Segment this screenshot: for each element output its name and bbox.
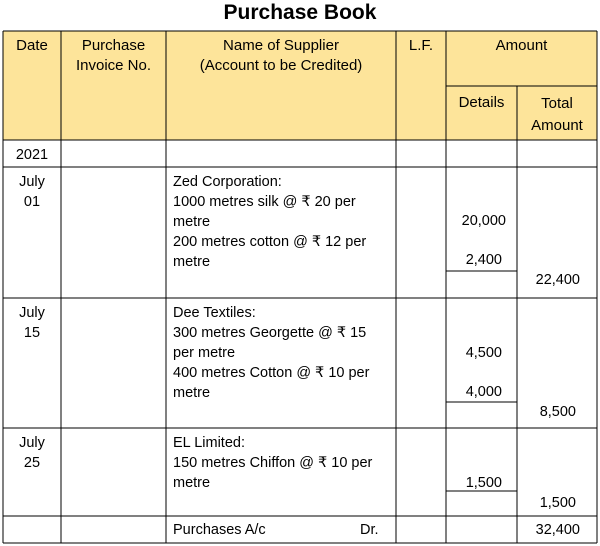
header-supplier: Name of Supplier (Account to be Credited) [199,37,363,74]
entry3-detail1: 1,500 [465,475,502,491]
entry2-detail1: 4,500 [465,345,502,361]
entry1-date: July 01 [19,174,45,210]
entry3-supplier: EL Limited: [173,435,245,451]
page-title: Purchase Book [223,1,377,24]
entry2-total: 8,500 [539,404,576,420]
entry1-detail1: 20,000 [461,213,506,229]
entry1-line2: 200 metres cotton @ ₹ 12 per metre [173,234,367,270]
purchases-account-label: Purchases A/c [173,522,266,538]
entry2-line2: 400 metres Cotton @ ₹ 10 per metre [173,365,370,401]
entry3-total: 1,500 [539,495,576,511]
entry2-detail2: 4,000 [465,384,502,400]
entry1-supplier: Zed Corporation: [173,174,282,190]
entry1-total: 22,400 [535,272,580,288]
header-total-amount: Total Amount [531,95,583,134]
entry2-supplier: Dee Textiles: [173,305,256,321]
header-details: Details [458,94,505,111]
entry1-line1: 1000 metres silk @ ₹ 20 per metre [173,194,356,230]
grand-total: 32,400 [535,522,580,538]
entry1-detail2: 2,400 [465,252,502,268]
entry3-line1: 150 metres Chiffon @ ₹ 10 per metre [173,455,373,491]
debit-label: Dr. [360,522,379,538]
entry3-date: July 25 [19,435,45,471]
entry2-line1: 300 metres Georgette @ ₹ 15 per metre [173,325,367,361]
header-lf: L.F. [408,37,434,54]
entry2-date: July 15 [19,305,45,341]
year-label: 2021 [15,147,49,163]
header-amount: Amount [495,37,548,54]
header-date: Date [16,37,48,54]
header-invoice: Purchase Invoice No. [75,37,152,74]
